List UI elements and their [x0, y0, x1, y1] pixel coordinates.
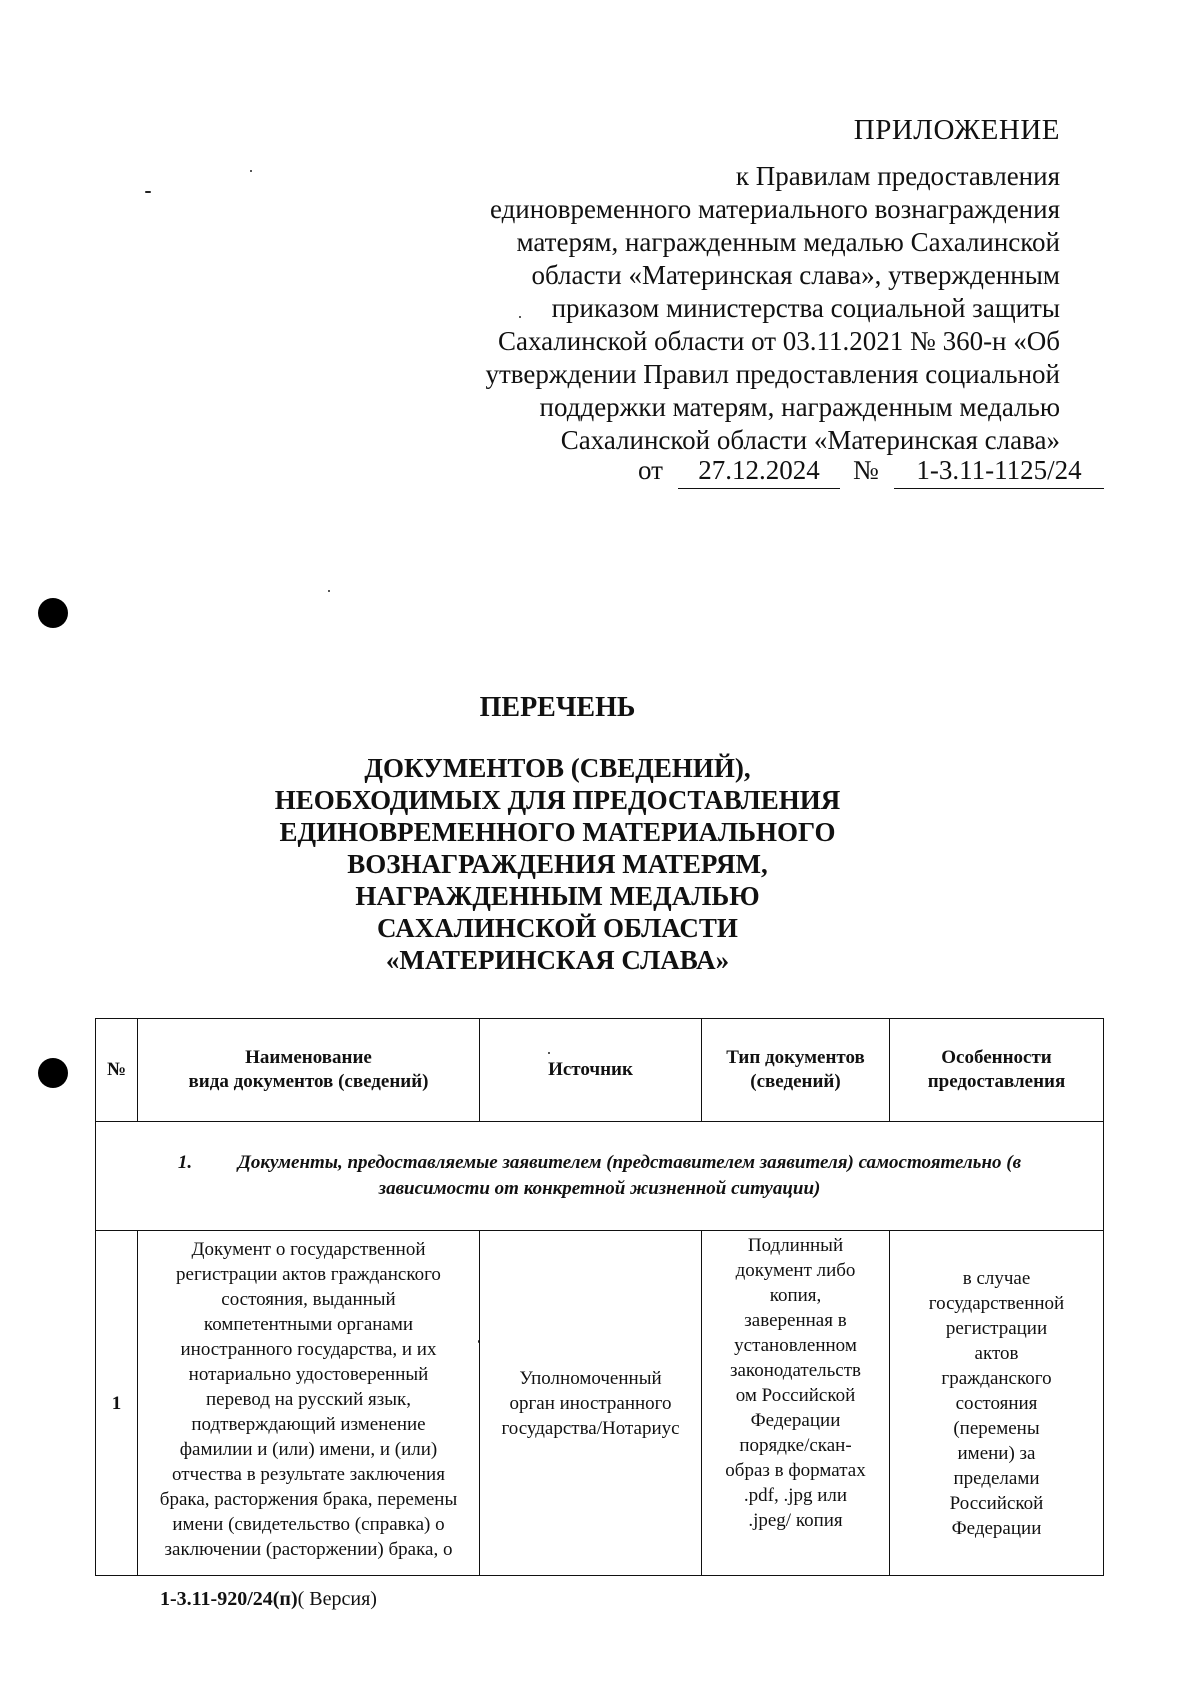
- title-line: ДОКУМЕНТОВ (СВЕДЕНИЙ),: [364, 753, 751, 783]
- features-line: актов: [974, 1342, 1019, 1364]
- name-line: иностранного государства, и их: [180, 1339, 437, 1360]
- title-line: НЕОБХОДИМЫХ ДЛЯ ПРЕДОСТАВЛЕНИЯ: [274, 785, 841, 815]
- header-type-line1: Тип документов: [726, 1047, 865, 1068]
- title-heading: ПЕРЕЧЕНЬ: [479, 692, 636, 723]
- features-line: регистрации: [945, 1317, 1048, 1339]
- header-name-line1: Наименование: [245, 1047, 372, 1068]
- punch-hole-top: [38, 598, 68, 628]
- table-header-row: [96, 1019, 1104, 1122]
- name-line: подтверждающий изменение: [191, 1414, 426, 1435]
- footer-document-code: [160, 1588, 377, 1611]
- name-line: заключении (расторжении) брака, о: [164, 1539, 453, 1560]
- type-line: копия,: [769, 1285, 822, 1306]
- annex-line: Сахалинской области от 03.11.2021 № 360-н «Об: [497, 326, 1060, 356]
- scan-speck: [145, 191, 151, 193]
- annex-line: поддержки матерям, награжденным медалью: [539, 392, 1060, 422]
- type-line: образ в форматах: [725, 1460, 866, 1481]
- title-line: ВОЗНАГРАЖДЕНИЯ МАТЕРЯМ,: [347, 849, 768, 879]
- row-features: [890, 1231, 1104, 1576]
- type-line: .jpeg/ копия: [748, 1510, 843, 1531]
- features-line: в случае: [962, 1267, 1031, 1289]
- footer-code-version: ( Версия): [297, 1588, 377, 1610]
- annex-line: утверждении Правил предоставления социальной: [485, 359, 1060, 389]
- section-text-line2: зависимости от конкретной жизненной ситуации): [378, 1178, 821, 1199]
- annex-line: приказом министерства социальной защиты: [551, 293, 1060, 323]
- order-reference: [638, 455, 1098, 491]
- features-line: Российской: [949, 1492, 1044, 1514]
- name-line: нотариально удостоверенный: [188, 1364, 429, 1385]
- type-line: .pdf, .jpg или: [743, 1485, 848, 1506]
- type-line: ом Российской: [735, 1385, 856, 1406]
- type-line: Подлинный: [747, 1235, 844, 1256]
- header-name: [138, 1019, 480, 1122]
- name-line: регистрации актов гражданского: [176, 1264, 441, 1285]
- annex-title: ПРИЛОЖЕНИЕ: [853, 114, 1060, 146]
- section-line1: [102, 1150, 1097, 1176]
- title-line: ЕДИНОВРЕМЕННОГО МАТЕРИАЛЬНОГО: [279, 817, 836, 847]
- header-features-line2: предоставления: [927, 1071, 1066, 1092]
- name-line: компетентными органами: [203, 1314, 414, 1335]
- header-name-line2: вида документов (сведений): [188, 1071, 429, 1092]
- scan-speck: [250, 170, 252, 172]
- features-line: гражданского: [941, 1367, 1052, 1389]
- type-line: законодательств: [729, 1360, 862, 1381]
- documents-table: [95, 1018, 1104, 1576]
- row-number: 1: [96, 1231, 138, 1576]
- name-line: имени (свидетельство (справка) о: [172, 1514, 445, 1535]
- name-line: отчества в результате заключения: [172, 1464, 445, 1485]
- header-features-line1: Особенности: [941, 1047, 1052, 1068]
- order-from-label: от: [638, 455, 663, 485]
- type-line: порядке/скан-: [739, 1435, 852, 1456]
- title-line: НАГРАЖДЕННЫМ МЕДАЛЬЮ: [355, 881, 760, 911]
- section-text-line1: Документы, предоставляемые заявителем (представителем заявителя) самостоятельно (в: [237, 1152, 1022, 1173]
- source-line: орган иностранного: [509, 1392, 672, 1414]
- row-document-name: [138, 1231, 480, 1576]
- name-line: брака, расторжения брака, перемены: [159, 1489, 458, 1510]
- annex-line: к Правилам предоставления: [735, 161, 1060, 191]
- header-features: [890, 1019, 1104, 1122]
- header-type: [702, 1019, 890, 1122]
- type-line: заверенная в: [744, 1310, 847, 1331]
- order-number-sign: №: [853, 455, 879, 485]
- footer-code-bold: 1-3.11-920/24(п): [160, 1588, 298, 1610]
- header-num: №: [96, 1019, 138, 1122]
- annex-line: единовременного материального вознаграждения: [489, 194, 1060, 224]
- annex-line: области «Материнская слава», утвержденным: [531, 260, 1060, 290]
- features-line: Федерации: [951, 1517, 1042, 1539]
- section-cell: [96, 1122, 1104, 1231]
- name-line: состояния, выданный: [221, 1289, 396, 1310]
- table-section-row: [96, 1122, 1104, 1231]
- annex-line: Сахалинской области «Материнская слава»: [560, 425, 1060, 455]
- name-line: перевод на русский язык,: [205, 1389, 412, 1410]
- name-line: фамилии и (или) имени, и (или): [179, 1439, 438, 1460]
- header-source: Источник: [480, 1019, 702, 1122]
- annex-line: матерям, награжденным медалью Сахалинской: [516, 227, 1060, 257]
- features-line: состояния: [955, 1392, 1038, 1414]
- annex-description: [420, 160, 1060, 457]
- features-line: имени) за: [957, 1442, 1036, 1464]
- features-line: (перемены: [953, 1417, 1040, 1439]
- header-type-line2: (сведений): [750, 1071, 841, 1092]
- source-line: государства/Нотариус: [501, 1417, 680, 1439]
- scan-speck: [328, 590, 330, 592]
- row-source: [480, 1231, 702, 1576]
- type-line: установленном: [734, 1335, 857, 1356]
- type-line: Федерации: [750, 1410, 841, 1431]
- features-line: государственной: [928, 1292, 1065, 1314]
- name-line: Документ о государственной: [191, 1239, 426, 1260]
- features-line: пределами: [953, 1467, 1040, 1489]
- source-line: Уполномоченный: [519, 1367, 662, 1389]
- title-line: САХАЛИНСКОЙ ОБЛАСТИ: [377, 913, 738, 943]
- punch-hole-bottom: [38, 1058, 68, 1088]
- table-row: [96, 1231, 1104, 1576]
- section-number: 1.: [177, 1152, 193, 1173]
- document-title: [0, 692, 1200, 976]
- order-number: 1-3.11-1125/24: [894, 455, 1104, 489]
- order-date: 27.12.2024: [678, 455, 840, 489]
- title-line: «МАТЕРИНСКАЯ СЛАВА»: [385, 945, 730, 975]
- row-document-type: [702, 1231, 890, 1576]
- type-line: документ либо: [735, 1260, 856, 1281]
